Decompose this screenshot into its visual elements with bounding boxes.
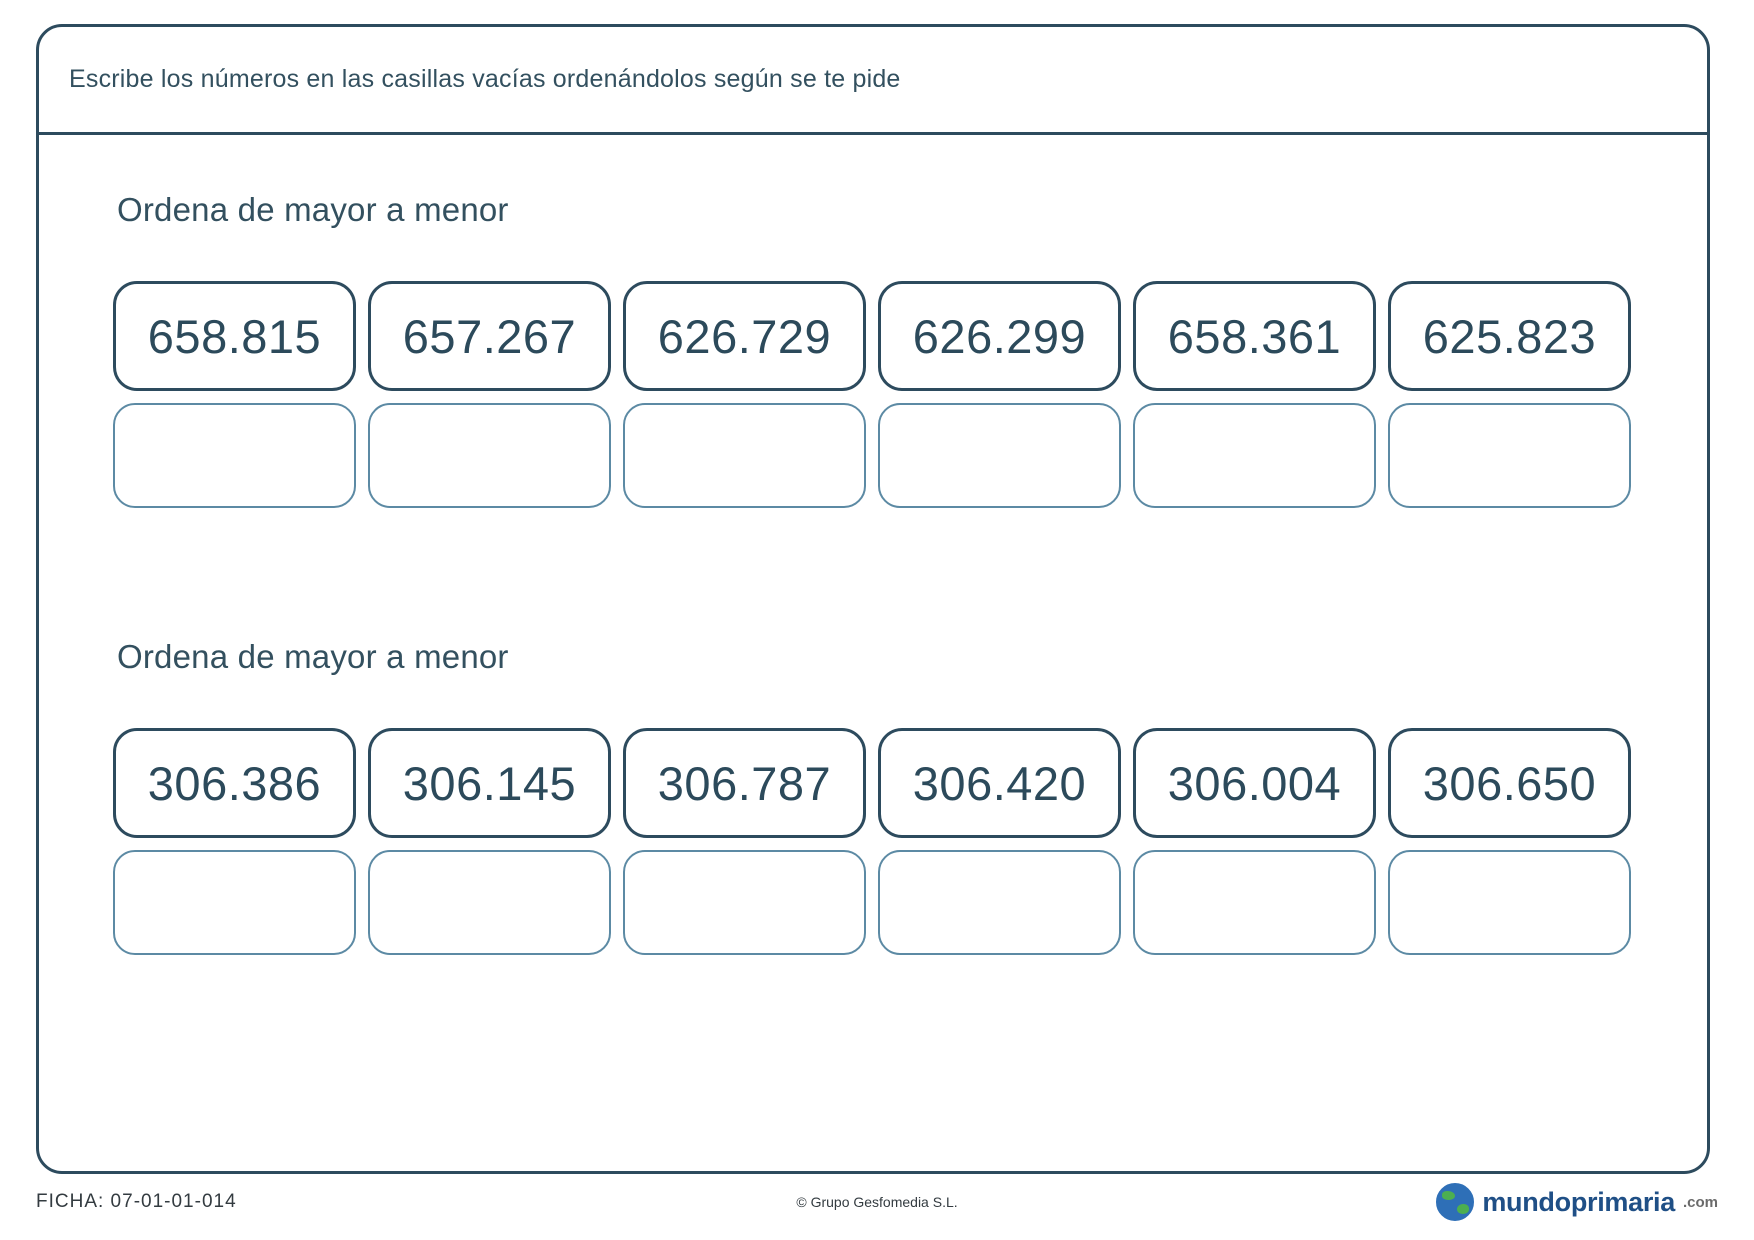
number-cell: 306.004 (1133, 728, 1376, 838)
number-cell: 306.787 (623, 728, 866, 838)
answer-row-2 (113, 850, 1651, 955)
section-title-2: Ordena de mayor a menor (117, 638, 509, 675)
number-row-2 (113, 728, 1651, 838)
worksheet-card (36, 24, 1710, 1174)
answer-box[interactable] (878, 850, 1121, 955)
answer-box[interactable] (113, 403, 356, 508)
brand-logo[interactable] (1436, 1183, 1718, 1221)
number-cell: 306.420 (878, 728, 1121, 838)
number-cell: 657.267 (368, 281, 611, 391)
answer-row-1 (113, 403, 1651, 508)
answer-box[interactable] (623, 850, 866, 955)
ficha-code: FICHA: 07-01-01-014 (36, 1191, 237, 1212)
answer-box[interactable] (368, 850, 611, 955)
number-cell: 626.729 (623, 281, 866, 391)
answer-box[interactable] (623, 403, 866, 508)
answer-box[interactable] (113, 850, 356, 955)
section-spacer (95, 526, 1651, 638)
section-title-1: Ordena de mayor a menor (117, 191, 509, 228)
answer-box[interactable] (1388, 403, 1631, 508)
answer-box[interactable] (1133, 403, 1376, 508)
answer-box[interactable] (878, 403, 1121, 508)
number-cell: 306.386 (113, 728, 356, 838)
exercise-section-2 (95, 638, 1651, 955)
worksheet-footer (36, 1182, 1718, 1222)
number-cell: 658.815 (113, 281, 356, 391)
worksheet-body (39, 135, 1707, 1171)
number-cell: 658.361 (1133, 281, 1376, 391)
number-cell: 625.823 (1388, 281, 1631, 391)
answer-box[interactable] (1388, 850, 1631, 955)
globe-icon (1436, 1183, 1474, 1221)
worksheet-header (39, 27, 1707, 135)
copyright-text: © Grupo Gesfomedia S.L. (796, 1194, 958, 1210)
number-cell: 626.299 (878, 281, 1121, 391)
worksheet-sheet (36, 24, 1710, 1174)
brand-name: mundoprimaria (1482, 1186, 1675, 1217)
exercise-section-1 (95, 191, 1651, 508)
brand-tld: .com (1682, 1193, 1718, 1211)
number-cell: 306.650 (1388, 728, 1631, 838)
answer-box[interactable] (1133, 850, 1376, 955)
number-cell: 306.145 (368, 728, 611, 838)
number-row-1 (113, 281, 1651, 391)
instruction-text: Escribe los números en las casillas vacías ordenándolos según se te pide (69, 65, 901, 93)
answer-box[interactable] (368, 403, 611, 508)
